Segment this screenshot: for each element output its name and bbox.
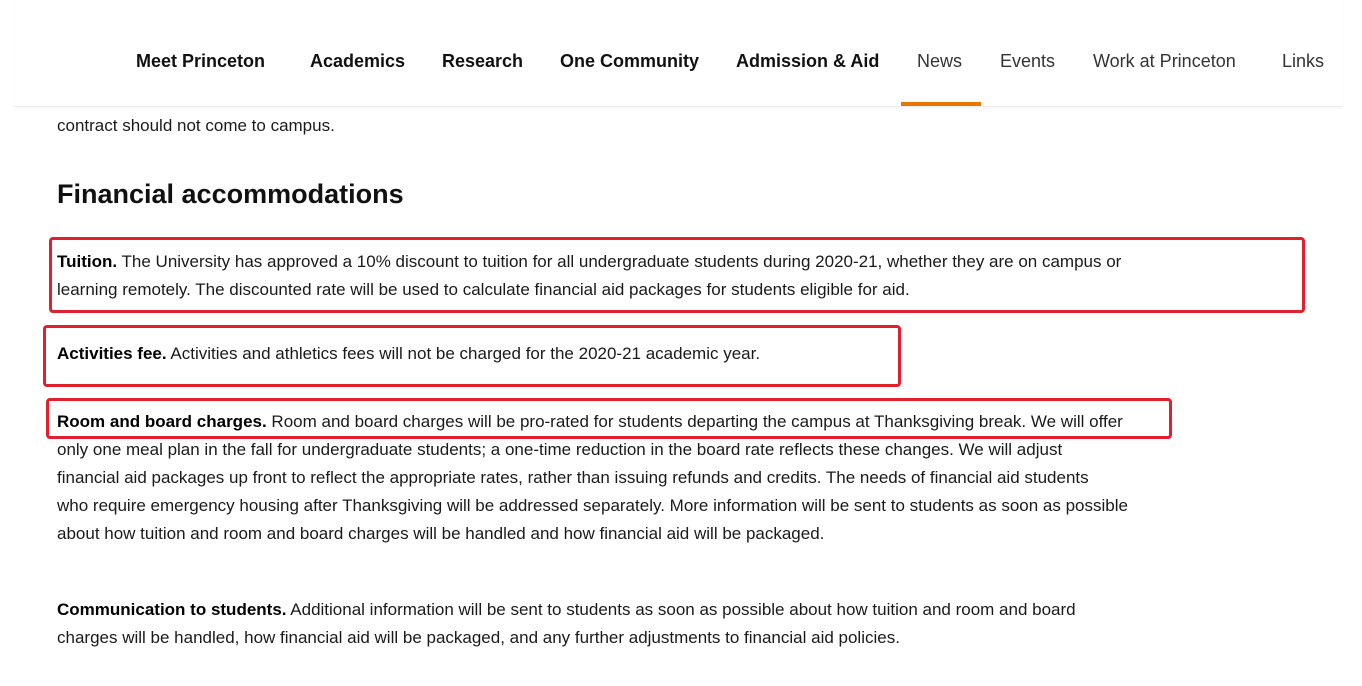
tuition-paragraph <box>57 248 1297 304</box>
top-navigation <box>14 0 1342 107</box>
room-board-line-2: only one meal plan in the fall for undergraduate students; a one-time reduction in the board rate reflects these changes. We will adjust <box>57 440 1063 459</box>
tuition-line-2: learning remotely. The discounted rate will be used to calculate financial aid packages for students eligible for aid. <box>57 280 910 299</box>
active-tab-indicator <box>901 102 981 106</box>
nav-item-work-at-princeton[interactable]: Work at Princeton <box>1093 51 1236 71</box>
tuition-title: Tuition. <box>57 252 118 271</box>
communication-line-2: charges will be handled, how financial aid will be packaged, and any further adjustments to financial aid policies. <box>57 628 900 647</box>
activities-paragraph <box>57 340 1297 368</box>
tuition-line-1: The University has approved a 10% discount to tuition for all undergraduate students during 2020-21, whether they are on campus or <box>117 252 1122 271</box>
room-board-line-1: Room and board charges will be pro-rated for students departing the campus at Thanksgiving break. We will offer <box>266 412 1123 431</box>
room-board-line-3: financial aid packages up front to reflect the appropriate rates, rather than issuing refunds and credits. The needs of financial aid students <box>57 468 1089 487</box>
activities-title: Activities fee. <box>57 344 167 363</box>
room-board-title: Room and board charges. <box>57 412 267 431</box>
communication-line-1: Additional information will be sent to students as soon as possible about how tuition and room and board <box>286 600 1076 619</box>
room-board-line-5: about how tuition and room and board charges will be handled and how financial aid will be packaged. <box>57 524 825 543</box>
nav-item-news[interactable]: News <box>917 51 963 71</box>
communication-paragraph <box>57 596 1297 652</box>
activities-text: Activities and athletics fees will not be charged for the 2020-21 academic year. <box>166 344 761 363</box>
room-board-paragraph <box>57 408 1297 548</box>
nav-item-links[interactable]: Links <box>1282 51 1325 71</box>
nav-item-research[interactable]: Research <box>442 51 524 71</box>
intro-tail-text <box>57 112 1297 140</box>
nav-item-events[interactable]: Events <box>1000 51 1056 71</box>
nav-item-one-community[interactable]: One Community <box>560 51 700 71</box>
room-board-line-4: who require emergency housing after Thanksgiving will be addressed separately. More information will be sent to students as soon as possible <box>57 496 1128 515</box>
communication-title: Communication to students. <box>57 600 287 619</box>
section-heading: Financial accommodations <box>57 179 404 209</box>
nav-item-meet-princeton[interactable]: Meet Princeton <box>136 51 266 71</box>
nav-item-admission-aid[interactable]: Admission & Aid <box>736 51 880 71</box>
nav-item-academics[interactable]: Academics <box>310 51 406 71</box>
intro-tail-line: contract should not come to campus. <box>57 116 335 135</box>
